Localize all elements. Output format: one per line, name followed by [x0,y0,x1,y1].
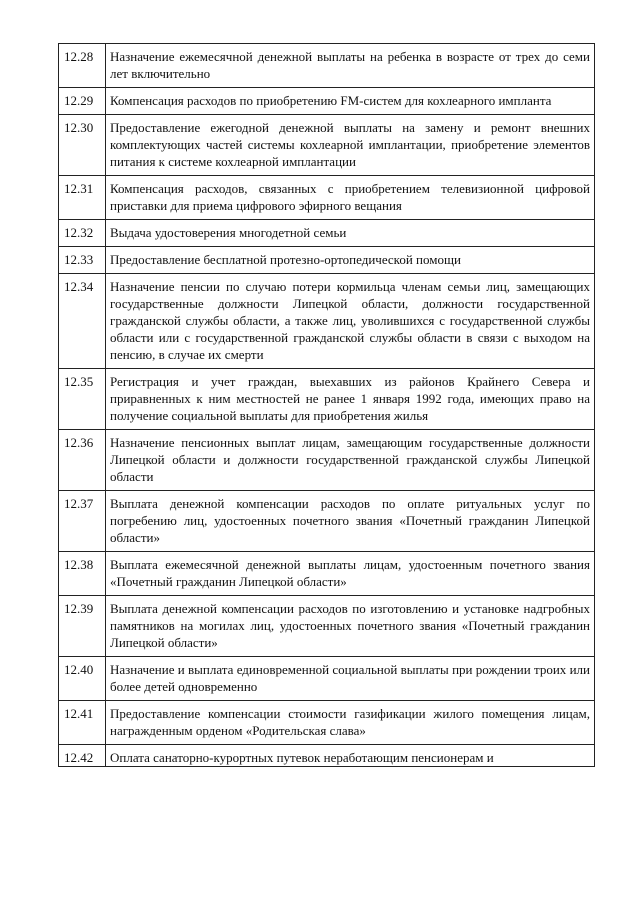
table-row [59,430,595,491]
row-text: Выдача удостоверения многодетной семьи [106,220,595,247]
row-number: 12.32 [59,220,106,247]
table-row [59,274,595,369]
row-text: Регистрация и учет граждан, выехавших из районов Крайнего Севера и приравненных к ним местностей не ранее 1 января 1992 года, имеющих право на получение социальной выплаты для приобретения жилья [106,369,595,430]
table-row [59,369,595,430]
row-text: Выплата денежной компенсации расходов по изготовлению и установке надгробных памятников на могилах лиц, удостоенных почетного звания «Почетный гражданин Липецкой области» [106,596,595,657]
row-text: Предоставление ежегодной денежной выплаты на замену и ремонт внешних комплектующих частей системы кохлеарной имплантации, приобретение элементов питания к системе кохлеарной имплантации [106,115,595,176]
table-row [59,745,595,767]
table-row [59,176,595,220]
table-row [59,220,595,247]
row-number: 12.35 [59,369,106,430]
row-text: Выплата денежной компенсации расходов по оплате ритуальных услуг по погребению лиц, удостоенных почетного звания «Почетный гражданин Липецкой области» [106,491,595,552]
row-number: 12.37 [59,491,106,552]
row-text: Назначение ежемесячной денежной выплаты на ребенка в возрасте от трех до семи лет включительно [106,44,595,88]
table-row [59,88,595,115]
row-text: Оплата санаторно-курортных путевок неработающим пенсионерам и [106,745,595,767]
row-text: Назначение пенсионных выплат лицам, замещающим государственные должности Липецкой области и должности государственной гражданской службы Липецкой области [106,430,595,491]
row-number: 12.33 [59,247,106,274]
row-number: 12.36 [59,430,106,491]
services-table [58,43,595,767]
row-number: 12.29 [59,88,106,115]
table-row [59,552,595,596]
row-number: 12.41 [59,701,106,745]
row-number: 12.31 [59,176,106,220]
row-number: 12.39 [59,596,106,657]
table-row [59,44,595,88]
row-text: Предоставление компенсации стоимости газификации жилого помещения лицам, награжденным орденом «Родительская слава» [106,701,595,745]
row-number: 12.42 [59,745,106,767]
row-number: 12.28 [59,44,106,88]
row-text: Выплата ежемесячной денежной выплаты лицам, удостоенным почетного звания «Почетный гражданин Липецкой области» [106,552,595,596]
row-text: Назначение пенсии по случаю потери кормильца членам семьи лиц, замещающих государственные должности Липецкой области, должности государственной гражданской службы области, а также лиц, уволившихся с государственной службы области или с государственной гражданской службы области в связи с выходом на пенсию, в случае их смерти [106,274,595,369]
row-number: 12.38 [59,552,106,596]
row-text: Компенсация расходов, связанных с приобретением телевизионной цифровой приставки для приема цифрового эфирного вещания [106,176,595,220]
table-row [59,247,595,274]
row-number: 12.34 [59,274,106,369]
table-row [59,701,595,745]
row-text: Предоставление бесплатной протезно-ортопедической помощи [106,247,595,274]
row-number: 12.30 [59,115,106,176]
table-row [59,491,595,552]
row-text: Компенсация расходов по приобретению FM-систем для кохлеарного импланта [106,88,595,115]
row-number: 12.40 [59,657,106,701]
table-row [59,657,595,701]
table-row [59,115,595,176]
row-text: Назначение и выплата единовременной социальной выплаты при рождении троих или более детей одновременно [106,657,595,701]
table-row [59,596,595,657]
